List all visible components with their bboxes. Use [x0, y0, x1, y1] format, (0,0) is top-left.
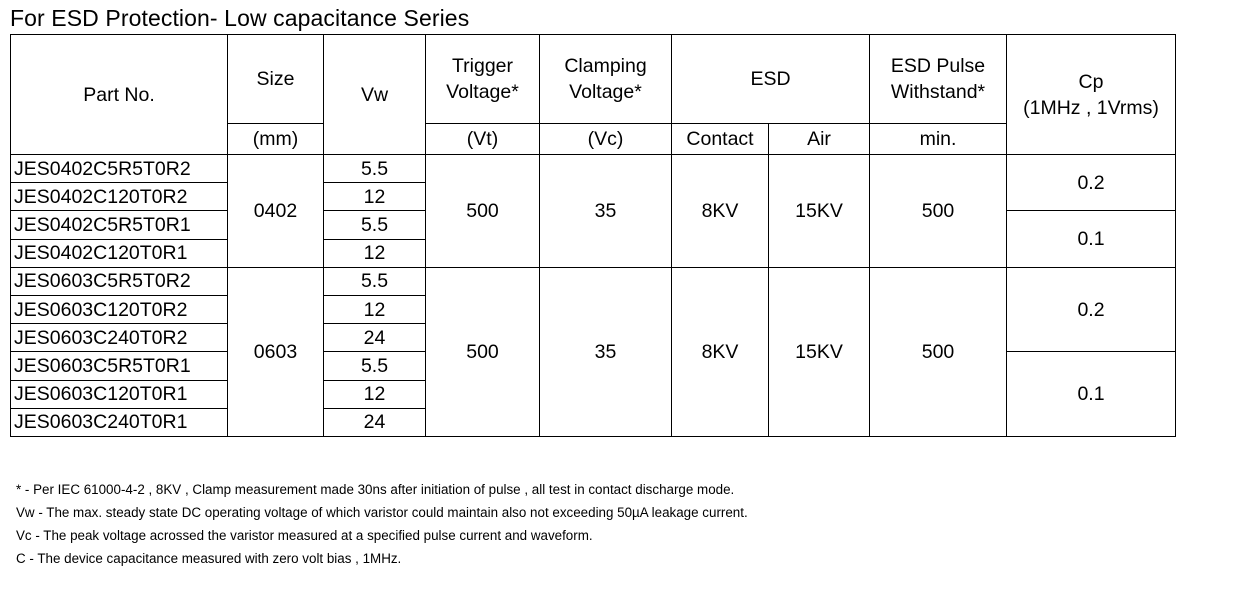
vw-value: 5.5 [324, 211, 426, 239]
header-trigger-line2: Voltage* [446, 81, 519, 103]
part-number: JES0603C5R5T0R2 [11, 267, 228, 295]
header-cp [1007, 35, 1176, 155]
header-trigger [426, 35, 540, 124]
header-pulse-line1: ESD Pulse [890, 55, 986, 77]
vw-value: 12 [324, 183, 426, 211]
header-trigger-line1: Trigger [451, 55, 514, 77]
size-value: 0603 [228, 267, 324, 436]
table-row [11, 155, 1176, 183]
part-number: JES0603C5R5T0R1 [11, 352, 228, 380]
air-value: 15KV [769, 155, 870, 268]
header-size-label: Size [256, 68, 295, 90]
header-pulse-unit: min. [870, 124, 1007, 155]
header-clamping-unit: (Vc) [540, 124, 672, 155]
header-pulse-line2: Withstand* [890, 81, 986, 103]
footnote-vc: Vc - The peak voltage acrossed the varistor measured at a specified pulse current and waveform. [16, 528, 593, 543]
part-number: JES0402C120T0R1 [11, 239, 228, 267]
header-size-unit: (mm) [228, 124, 324, 155]
part-number: JES0603C120T0R2 [11, 295, 228, 323]
header-cp-line1: Cp [1078, 70, 1104, 93]
part-number: JES0603C240T0R2 [11, 324, 228, 352]
clamping-value: 35 [540, 155, 672, 268]
vw-value: 5.5 [324, 267, 426, 295]
header-esd-air: Air [769, 124, 870, 155]
page-title: For ESD Protection- Low capacitance Series [10, 5, 470, 31]
vw-value: 24 [324, 324, 426, 352]
spec-table [10, 34, 1176, 437]
footnote-asterisk: * - Per IEC 61000-4-2 , 8KV , Clamp measurement made 30ns after initiation of pulse , all test in contact discharge mode. [16, 482, 735, 497]
cp-value: 0.2 [1007, 267, 1176, 352]
header-cp-line2: (1MHz , 1Vrms) [1023, 96, 1159, 119]
header-size [228, 35, 324, 124]
vw-value: 12 [324, 380, 426, 408]
pulse-value: 500 [870, 155, 1007, 268]
part-number: JES0603C120T0R1 [11, 380, 228, 408]
footnote-vw: Vw - The max. steady state DC operating voltage of which varistor could maintain also not exceeding 50µA leakage current. [16, 505, 748, 520]
table-row [11, 267, 1176, 295]
vw-value: 5.5 [324, 352, 426, 380]
vw-value: 24 [324, 408, 426, 436]
header-pulse [870, 35, 1007, 124]
pulse-value: 500 [870, 267, 1007, 436]
header-clamping [540, 35, 672, 124]
header-trigger-unit: (Vt) [426, 124, 540, 155]
header-esd-contact: Contact [672, 124, 769, 155]
part-number: JES0402C120T0R2 [11, 183, 228, 211]
vw-value: 12 [324, 239, 426, 267]
footnotes [16, 478, 748, 570]
vw-value: 12 [324, 295, 426, 323]
cp-value: 0.1 [1007, 352, 1176, 437]
header-clamping-line1: Clamping [564, 55, 647, 77]
air-value: 15KV [769, 267, 870, 436]
cp-value: 0.2 [1007, 155, 1176, 211]
header-esd: ESD [672, 35, 870, 124]
header-vw: Vw [324, 35, 426, 155]
clamping-value: 35 [540, 267, 672, 436]
trigger-value: 500 [426, 155, 540, 268]
cp-value: 0.1 [1007, 211, 1176, 267]
part-number: JES0402C5R5T0R2 [11, 155, 228, 183]
contact-value: 8KV [672, 155, 769, 268]
size-value: 0402 [228, 155, 324, 268]
vw-value: 5.5 [324, 155, 426, 183]
part-number: JES0603C240T0R1 [11, 408, 228, 436]
trigger-value: 500 [426, 267, 540, 436]
header-part-no: Part No. [11, 35, 228, 155]
part-number: JES0402C5R5T0R1 [11, 211, 228, 239]
header-clamping-line2: Voltage* [569, 81, 642, 103]
footnote-c: C - The device capacitance measured with zero volt bias , 1MHz. [16, 551, 402, 566]
contact-value: 8KV [672, 267, 769, 436]
